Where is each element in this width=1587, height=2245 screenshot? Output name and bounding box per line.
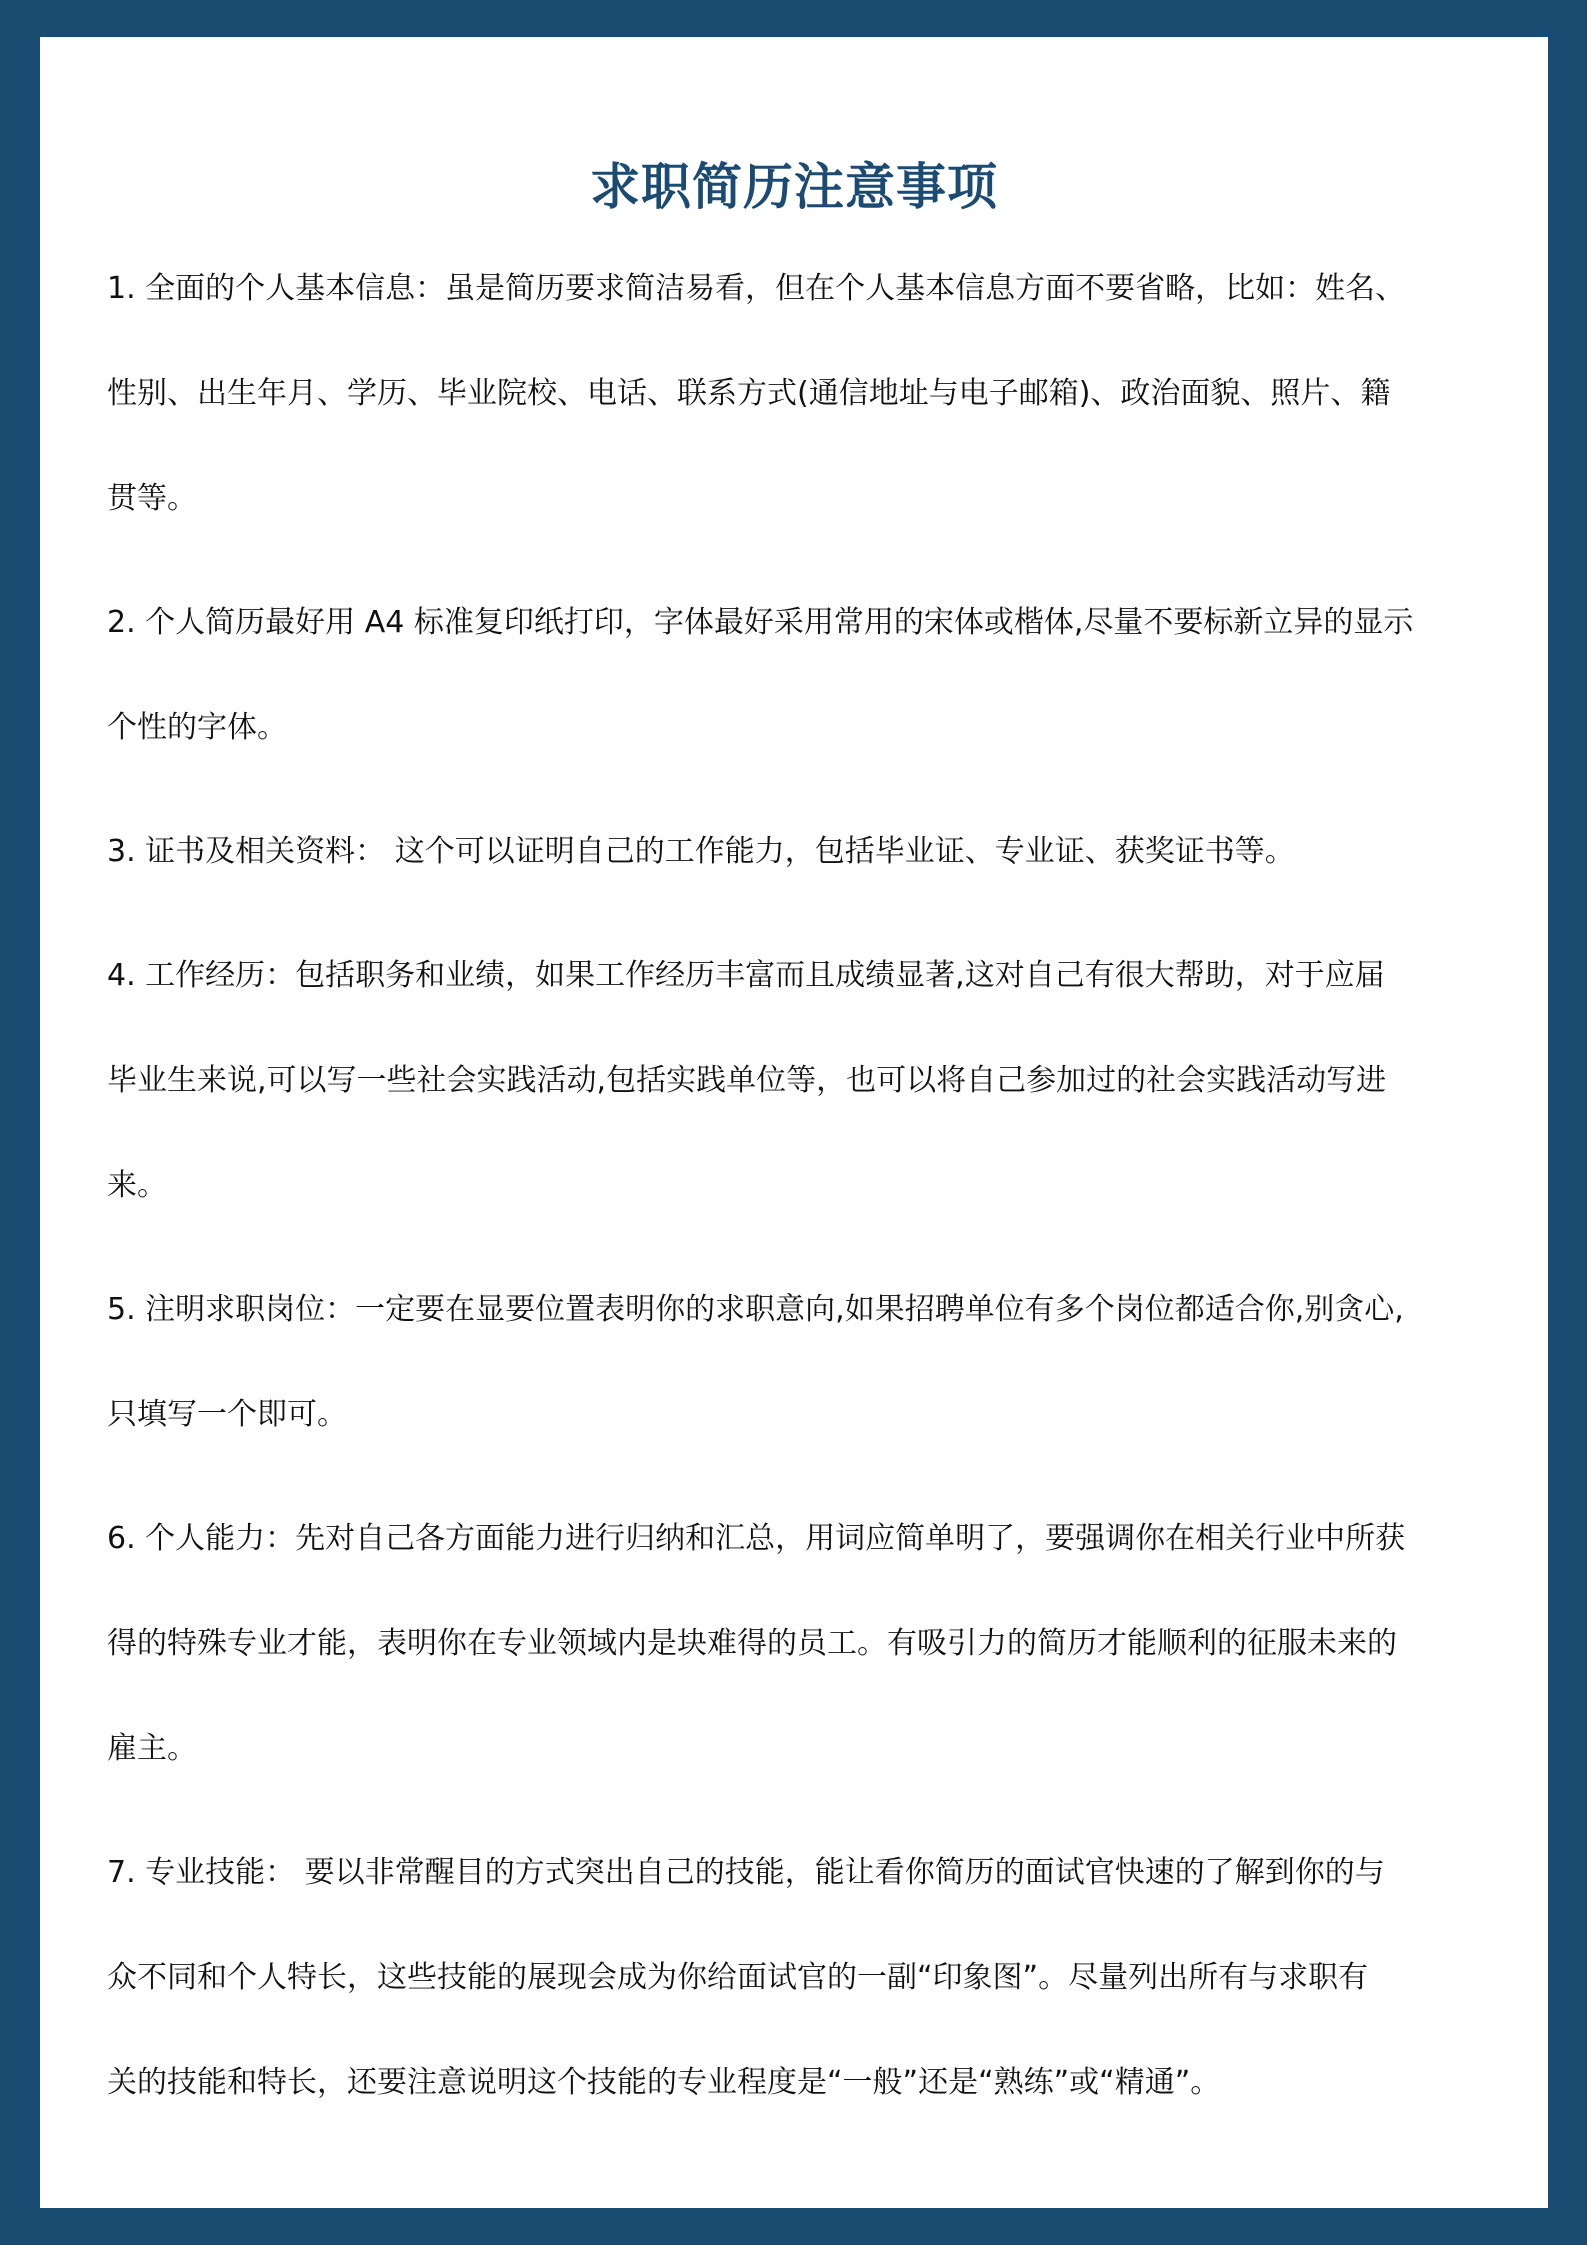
paragraph-personal-info <box>107 261 1487 576</box>
paragraph-line: 5. 注明求职岗位：一定要在显要位置表明你的求职意向,如果招聘单位有多个岗位都适合你,别贪心, <box>107 1292 1404 1327</box>
paragraph-line: 6. 个人能力：先对自己各方面能力进行归纳和汇总，用词应简单明了，要强调你在相关行业中所获 <box>107 1521 1406 1556</box>
paragraph-line: 雇主。 <box>107 1731 197 1766</box>
paragraph-line: 众不同和个人特长，这些技能的展现会成为你给面试官的一副“印象图”。尽量列出所有与求职有 <box>107 1960 1369 1995</box>
document-body <box>107 261 1487 2179</box>
paragraph-line: 毕业生来说,可以写一些社会实践活动,包括实践单位等，也可以将自己参加过的社会实践活动写进 <box>107 1063 1387 1098</box>
paragraph-work-experience <box>107 948 1487 1263</box>
paragraph-line: 关的技能和特长，还要注意说明这个技能的专业程度是“一般”还是“熟练”或“精通”。 <box>107 2065 1221 2100</box>
document-page <box>40 37 1548 2208</box>
paragraph-line: 来。 <box>107 1168 167 1203</box>
paragraph-line: 个性的字体。 <box>107 710 287 745</box>
paragraph-line: 只填写一个即可。 <box>107 1397 347 1432</box>
paragraph-line: 贯等。 <box>107 481 197 516</box>
document-title: 求职简历注意事项 <box>590 158 998 216</box>
paragraph-line: 得的特殊专业才能，表明你在专业领域内是块难得的员工。有吸引力的简历才能顺利的征服未来的 <box>107 1626 1397 1661</box>
paragraph-line: 3. 证书及相关资料： 这个可以证明自己的工作能力，包括毕业证、专业证、获奖证书等。 <box>107 834 1295 869</box>
paragraph-line: 2. 个人简历最好用 A4 标准复印纸打印，字体最好采用常用的宋体或楷体,尽量不要标新立异的显示 <box>107 605 1414 640</box>
paragraph-job-position <box>107 1282 1487 1492</box>
paragraph-line: 性别、出生年月、学历、毕业院校、电话、联系方式(通信地址与电子邮箱)、政治面貌、照片、籍 <box>107 376 1391 411</box>
paragraph-line: 4. 工作经历：包括职务和业绩，如果工作经历丰富而且成绩显著,这对自己有很大帮助，对于应届 <box>107 958 1385 993</box>
paragraph-line: 7. 专业技能： 要以非常醒目的方式突出自己的技能，能让看你简历的面试官快速的了解到你的与 <box>107 1855 1385 1890</box>
paragraph-line: 1. 全面的个人基本信息：虽是简历要求简洁易看，但在个人基本信息方面不要省略，比如：姓名、 <box>107 271 1406 306</box>
paragraph-personal-ability <box>107 1511 1487 1826</box>
paragraph-professional-skills <box>107 1845 1487 2160</box>
paragraph-certificates <box>107 824 1487 929</box>
paragraph-paper-and-font <box>107 595 1487 805</box>
